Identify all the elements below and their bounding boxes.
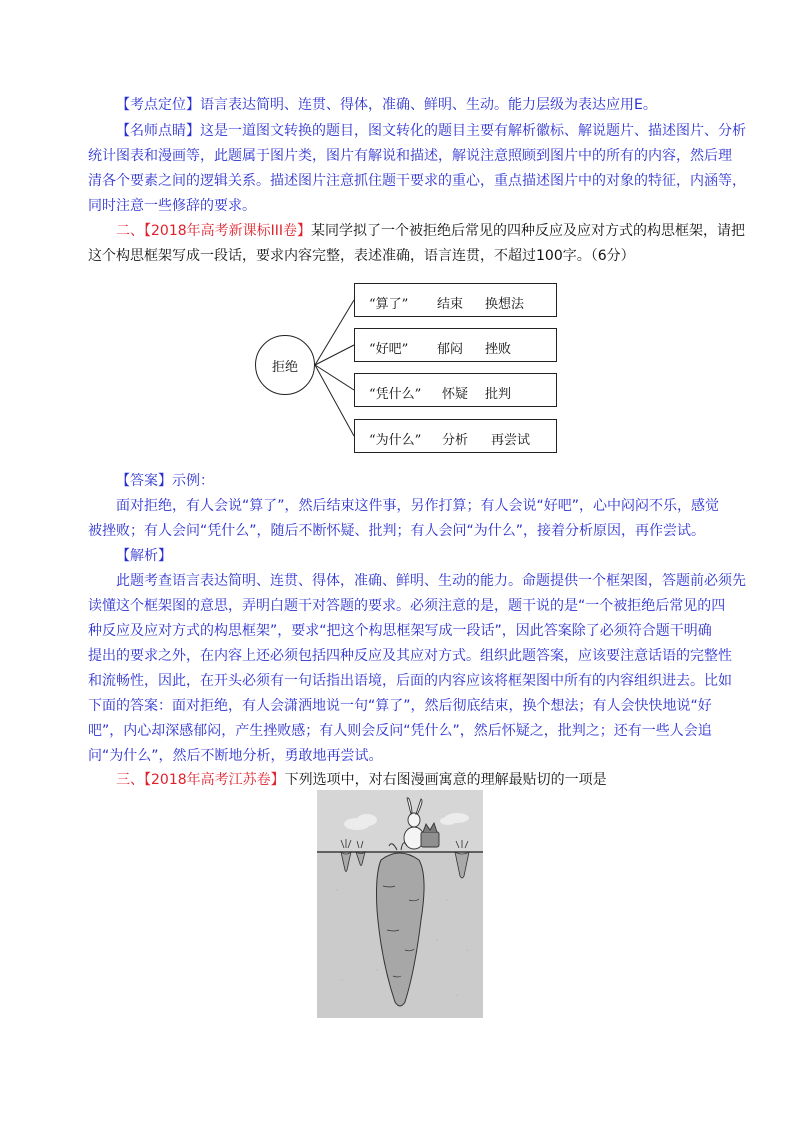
key-point-text: 语言表达简明、连贯、得体，准确、鲜明、生动。能力层级为表达应用E。 [200,97,657,113]
question-3-text: 下列选项中，对右图漫画寓意的理解最贴切的一项是 [284,772,607,788]
answer-heading [88,468,712,494]
diagram-box-response: 挫败 [485,342,512,357]
question-2-line-2: 这个构思框架写成一段话，要求内容完整，表述准确，语言连贯，不超过100字。（6分） [88,248,635,264]
teacher-note-line-2: 统计图表和漫画等，此题属于图片类，图片有解说和描述，解说注意照顾到图片中的所有的内容，然后理 [88,148,732,164]
diagram-box-quote: “好吧” [369,342,409,357]
diagram-box-response: 换想法 [485,297,525,312]
analysis-line-1 [88,568,746,594]
answer-text-1: 面对拒绝，有人会说“算了”，然后结束这件事，另作打算；有人会说“好吧”，心中闷闷不乐，感觉 [116,498,720,514]
diagram-box-quote: “算了” [369,297,409,312]
key-point-paragraph [88,92,712,118]
answer-label: 【答案】 [116,473,172,489]
diagram-box-reaction: 郁闷 [437,342,464,357]
analysis-line-8: 问“为什么”，然后不断地分析，勇敢地再尝试。 [88,748,383,764]
diagram-box-4 [354,419,557,453]
teacher-note-line-1 [88,118,746,144]
diagram-center-node [255,335,315,395]
answer-intro: 示例： [172,473,214,489]
answer-line-1 [88,493,720,519]
diagram-box-1 [354,283,557,317]
question-3-number: 三、 [116,772,144,788]
diagram-box-quote: “为什么” [369,433,422,448]
analysis-line-5: 和流畅性，因此，在开头必须有一句话指出语境，后面的内容应该将框架图中所有的内容组织进去。比如 [88,673,732,689]
diagram-box-response: 再尝试 [491,433,531,448]
diagram-box-reaction: 分析 [442,433,469,448]
diagram-box-quote: “凭什么” [369,387,422,402]
analysis-heading [88,543,712,569]
diagram-box-2 [354,328,557,362]
analysis-line-3: 种反应及应对方式的构思框架”，要求“把这个构思框架写成一段话”，因此答案除了必须符合题干明确 [88,623,712,639]
teacher-note-line-3: 清各个要素之间的逻辑关系。描述图片注意抓住题干要求的重心，重点描述图片中的对象的特征，内涵等， [88,173,746,189]
teacher-note-text-1: 这是一道图文转换的题目，图文转化的题目主要有解析徽标、解说题片、描述图片、分析 [200,123,746,139]
analysis-line-6: 下面的答案：面对拒绝，有人会潇洒地说一句“算了”，然后彻底结束，换个想法；有人会快快地说“好 [88,698,712,714]
teacher-note-label: 【名师点睛】 [116,123,200,139]
analysis-line-4: 提出的要求之外，在内容上还必须包括四种反应及其应对方式。组织此题答案，应该要注意话语的完整性 [88,648,732,664]
diagram-center-label: 拒绝 [271,359,298,375]
question-2-line-1 [88,218,746,244]
diagram-box-reaction: 结束 [437,297,464,312]
cartoon-rabbit-carrot-image [317,790,483,1018]
diagram-box-reaction: 怀疑 [442,387,469,402]
question-2-source-tag: 【2018年高考新课标III卷】 [144,223,312,239]
key-point-label: 【考点定位】 [116,97,200,113]
analysis-text-1: 此题考查语言表达简明、连贯、得体，准确、鲜明、生动的能力。命题提供一个框架图，答题前必须先 [116,573,746,589]
answer-line-2: 被挫败；有人会问“凭什么”，随后不断怀疑、批判；有人会问“为什么”，接着分析原因，再作尝试。 [88,523,706,539]
diagram-box-response: 批判 [485,387,512,402]
analysis-line-2: 读懂这个框架图的意思，弄明白题干对答题的要求。必须注意的是，题干说的是“一个被拒绝后常见的四 [88,598,726,614]
teacher-note-line-4: 同时注意一些修辞的要求。 [88,198,256,214]
analysis-line-7: 吧”，内心却深感郁闷，产生挫败感；有人则会反问“凭什么”，然后怀疑之，批判之；还有一些人会追 [88,723,712,739]
question-2-text-1: 某同学拟了一个被拒绝后常见的四种反应及应对方式的构思框架，请把 [311,223,746,239]
analysis-label: 【解析】 [116,548,172,564]
question-2-number: 二、 [116,223,144,239]
question-3-source-tag: 【2018年高考江苏卷】 [144,772,285,788]
diagram-box-3 [354,373,557,407]
